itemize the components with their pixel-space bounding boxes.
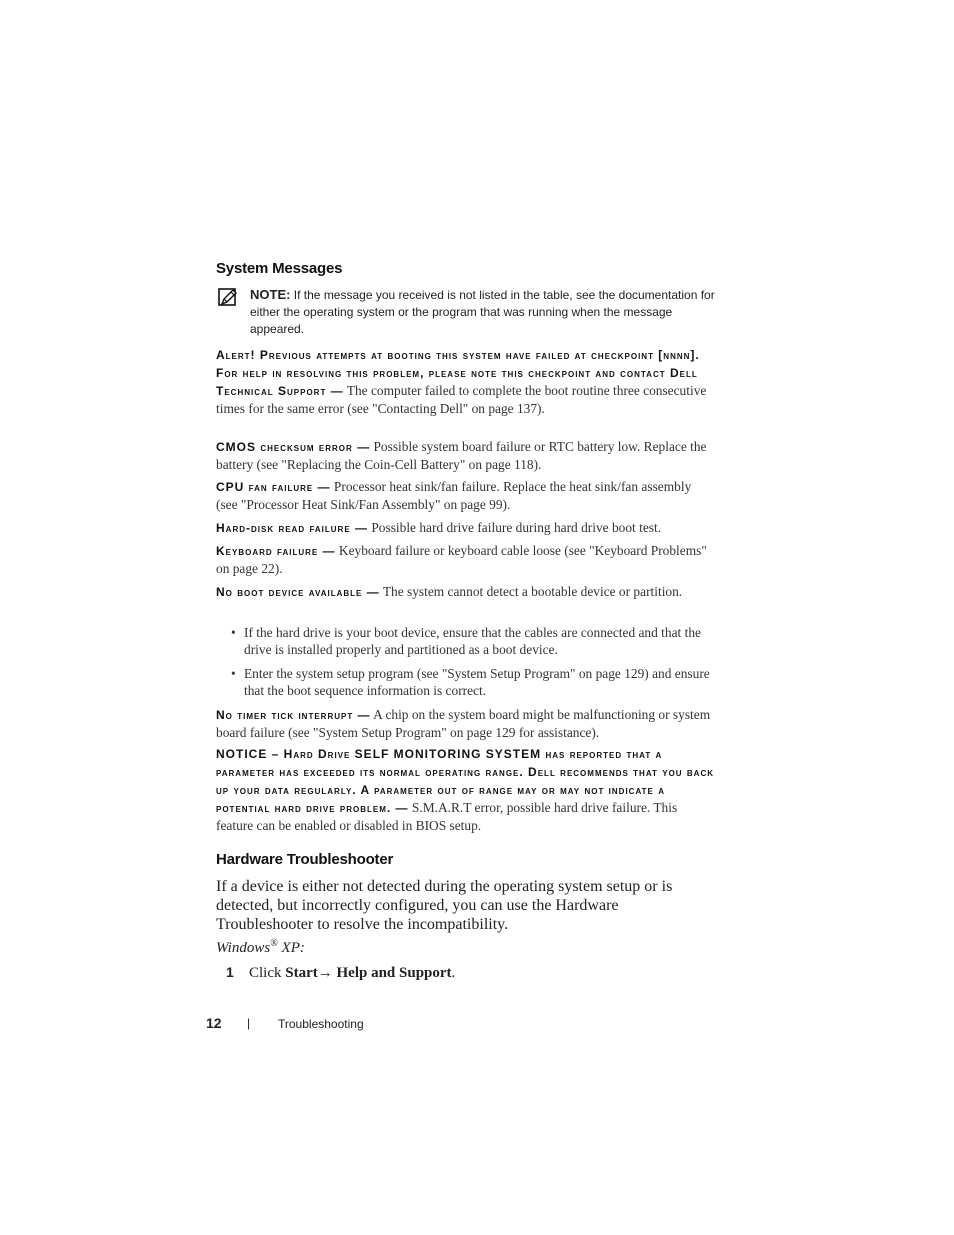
message-description: A chip on the system board might be malfunctioning or system board failure (see "System Setup Program" on page 129 for assistance).: [216, 707, 711, 740]
bullet-text: Enter the system setup program (see "System Setup Program" on page 129) and ensure that the boot sequence information is correct.: [244, 666, 710, 698]
step-end: .: [451, 965, 456, 981]
bullet-text: If the hard drive is your boot device, ensure that the cables are connected and that the drive is installed properly and partitioned as a boot device.: [244, 625, 701, 657]
note-box: [218, 286, 718, 340]
message-term: Alert! Previous attempts at booting this system have failed at checkpoint [nnnn]. For help in resolving this problem, please note this checkpoint and contact Dell Technical Support —: [216, 348, 700, 398]
note-text: [250, 286, 718, 338]
message-entry: [216, 438, 716, 473]
os-name: Windows: [216, 940, 271, 956]
footer-separator: |: [247, 1016, 251, 1030]
message-entry: [216, 583, 716, 601]
step-prefix: Click: [249, 965, 286, 981]
message-description: Possible system board failure or RTC battery low. Replace the battery (see "Replacing the Coin-Cell Battery" on page 118).: [216, 439, 707, 472]
message-term: No timer tick interrupt —: [216, 708, 371, 722]
section-heading-system-messages: System Messages: [216, 260, 343, 277]
message-description: S.M.A.R.T error, possible hard drive failure. This feature can be enabled or disabled in BIOS setup.: [216, 800, 678, 833]
footer-section-title: Troubleshooting: [278, 1017, 364, 1031]
message-term: Keyboard failure —: [216, 544, 336, 558]
step-1: [226, 964, 455, 982]
step-menu-path: Start→ Help and Support: [285, 965, 452, 981]
bullet-item: [231, 624, 716, 658]
note-pencil-icon: [218, 288, 238, 308]
message-term: Hard-disk read failure —: [216, 521, 368, 535]
message-description: Keyboard failure or keyboard cable loose (see "Keyboard Problems" on page 22).: [216, 543, 707, 576]
note-body: If the message you received is not listed in the table, see the documentation for either the operating system or the program that was running when the message appeared.: [250, 288, 715, 336]
os-version: XP:: [277, 940, 305, 956]
message-entry: [216, 478, 716, 513]
message-term: CPU fan failure —: [216, 480, 331, 494]
bullet-marker: •: [231, 666, 236, 681]
message-description: The computer failed to complete the boot routine three consecutive times for the same error (see "Contacting Dell" on page 137).: [216, 383, 707, 416]
message-entry: [216, 542, 716, 577]
message-entry: [216, 346, 716, 417]
message-entry: [216, 519, 716, 537]
message-description: Possible hard drive failure during hard drive boot test.: [371, 520, 662, 535]
message-term: NOTICE – Hard Drive SELF MONITORING SYSTEM has reported that a parameter has exceeded its normal operating range. Dell recommends that you back up your data regularly. A parameter out of range may or may not indicate a potential hard drive problem. —: [216, 747, 715, 815]
bullet-item: [231, 665, 716, 699]
section-heading-hardware-troubleshooter: Hardware Troubleshooter: [216, 851, 394, 868]
os-label: [216, 938, 305, 957]
message-description: Processor heat sink/fan failure. Replace the heat sink/fan assembly (see "Processor Heat Sink/Fan Assembly" on page 99).: [216, 479, 692, 512]
message-description: The system cannot detect a bootable device or partition.: [382, 584, 683, 599]
note-label: NOTE:: [250, 287, 291, 302]
message-entry: [216, 745, 716, 834]
registered-mark: ®: [270, 938, 278, 949]
page-number: 12: [206, 1015, 222, 1031]
bullet-marker: •: [231, 625, 236, 640]
intro-paragraph: If a device is either not detected during the operating system setup or is detected, but incorrectly configured, you can use the Hardware Troubleshooter to resolve the incompatibility.: [216, 878, 673, 933]
step-number: 1: [226, 964, 234, 980]
message-term: CMOS checksum error —: [216, 440, 371, 454]
message-entry: [216, 706, 716, 741]
message-term: No boot device available —: [216, 585, 380, 599]
